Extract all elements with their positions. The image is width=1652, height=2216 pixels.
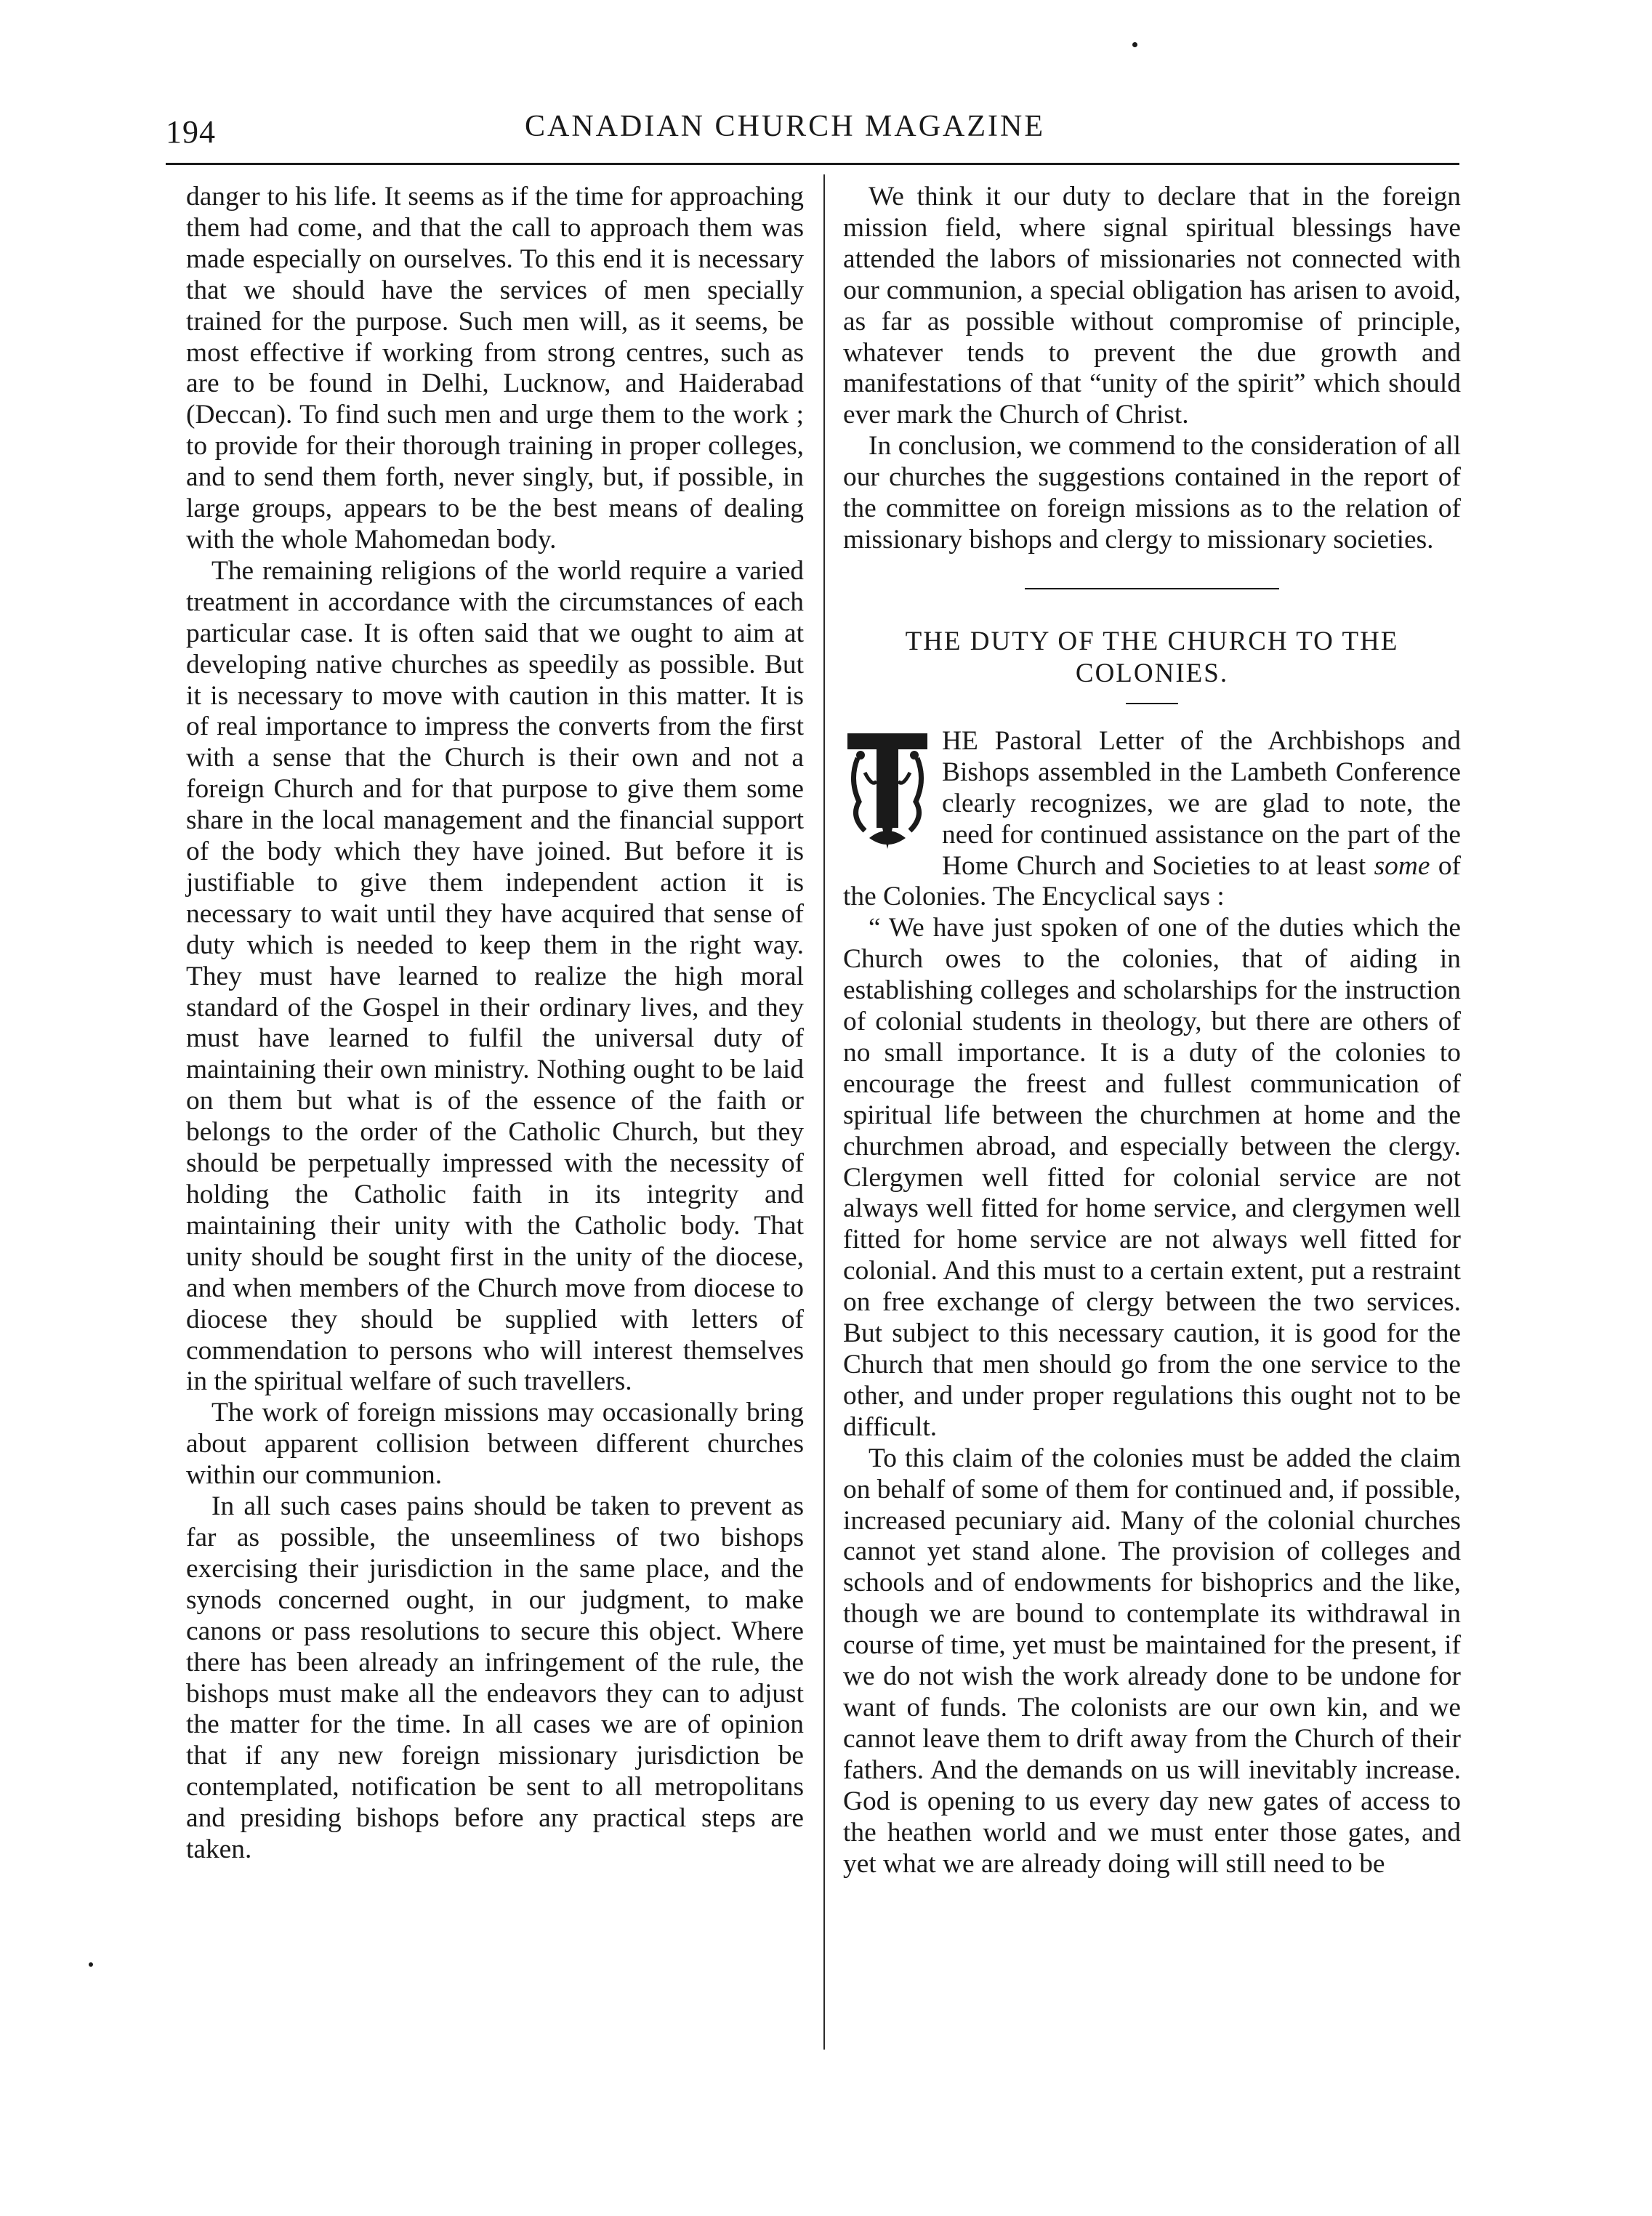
emphasized-word: some xyxy=(1374,850,1430,881)
page-number: 194 xyxy=(166,114,216,150)
title-rule xyxy=(1126,703,1178,704)
section-title: THE DUTY OF THE CHURCH TO THE COLONIES. xyxy=(905,626,1399,688)
ornamental-initial-T-icon xyxy=(843,729,932,854)
header-rule xyxy=(166,163,1459,165)
lead-text: of the Colonies. The Encyclical says : xyxy=(843,850,1462,912)
right-column xyxy=(843,182,1461,1879)
paragraph: The remaining religions of the world require a varied treatment in accordance with the circumstances of each particular case. It is often said that we ought to aim at developing native churches as speedily as possible. But it is necessary to move with caution in this matter. It is of real importance to impress the converts from the first with a sense that the Church is their own and not a foreign Church and for that purpose to give them some share in the local management and the financial support of the body which they have joined. But before it is justifiable to give them independent action it is necessary to wait until they have acquired that sense of duty which is needed to keep them in the right way. They must have learned to realize the high moral standard of the Gospel in their ordinary lives, and they must have learned to fulfil the universal duty of maintaining their own ministry. Nothing ought to be laid on them but what is of the essence of the faith or belongs to the order of the Catholic Church, but they should be perpetually impressed with the necessity of holding the Catholic faith in its integrity and maintaining their unity with the Catholic body. That unity should be sought first in the unity of the diocese, and when members of the Church move from diocese to diocese they should be supplied with letters of commendation to persons who will interest themselves in the spiritual welfare of such travellers. xyxy=(186,555,804,1397)
paragraph: danger to his life. It seems as if the time for approaching them had come, and that the call to approach them was made especially on ourselves. To this end it is necessary that we should have the services of men specially trained for the purpose. Such men will, as it seems, be most effective if working from strong centres, such as are to be found in Delhi, Lucknow, and Haiderabad (Deccan). To find such men and urge them to the work ; to provide for their thorough training in proper colleges, and to send them forth, never singly, but, if possible, in large groups, appears to be the best means of dealing with the whole Mahomedan body. xyxy=(186,182,804,555)
paragraph: “ We have just spoken of one of the duties which the Church owes to the colonies, that of aiding in establishing colleges and scholarships for the instruction of colonial students in theology, but there are others of no small importance. It is a duty of the colonies to encourage the freest and fullest communication of spiritual life between the churchmen at home and the churchmen abroad, and especially between the clergy. Clergymen well fitted for colonial service are not always well fitted for home service, and clergymen well fitted for home service are not always well fitted for colonial. And this must to a certain extent, put a restraint on free exchange of clergy between the two services. But subject to this necessary caution, it is good for the Church that men should go from the one service to the other, and under proper regulations this ought not to be difficult. xyxy=(843,913,1461,1442)
lead-paragraph xyxy=(843,726,1461,913)
paragraph: To this claim of the colonies must be added the claim on behalf of some of them for continued and, if possible, increased pecuniary aid. Many of the colonial churches cannot yet stand alone. The provision of colleges and schools and of endowments for bishoprics and the like, though we are bound to contemplate its withdrawal in course of time, yet must be maintained for the present, if we do not wish the work already done to be undone for want of funds. The colonists are our own kin, and we cannot leave them to drift away from the Church of their fathers. And the demands on us will inevitably increase. God is opening to us every day new gates of access to the heathen world and we must enter those gates, and yet what we are already doing will still need to be xyxy=(843,1443,1461,1879)
paragraph: In all such cases pains should be taken to prevent as far as possible, the unseemliness of two bishops exercising their jurisdiction in the same place, and the synods concerned ought, in our judgment, to make canons or pass resolutions to secure this object. Where there has been already an infringement of the rule, the bishops must make all the endeavors they can to adjust the matter for the time. In all cases we are of opinion that if any new foreign missionary jurisdiction be contemplated, notification be sent to all metropolitans and presiding bishops before any practical steps are taken. xyxy=(186,1491,804,1865)
stray-mark xyxy=(1132,42,1137,47)
running-title: CANADIAN CHURCH MAGAZINE xyxy=(525,110,1045,143)
stray-mark xyxy=(89,1962,93,1967)
paragraph: We think it our duty to declare that in the foreign mission field, where signal spiritual blessings have attended the labors of missionaries not connected with our communion, a special obligation has arisen to avoid, as far as possible without compromise of principle, whatever tends to prevent the due growth and manifestations of that “unity of the spirit” which should ever mark the Church of Christ. xyxy=(843,182,1461,430)
lead-text: HE Pastoral Letter of the Archbishops and Bishops assembled in the Lambeth Conference clearly recognizes, we are glad to note, the need for continued assistance on the part of the Home Church and Societies to at least xyxy=(942,725,1461,881)
left-column xyxy=(186,182,804,1866)
column-divider xyxy=(823,174,825,2050)
section-divider xyxy=(1025,588,1279,589)
paragraph: The work of foreign missions may occasionally bring about apparent collision between different churches within our communion. xyxy=(186,1398,804,1491)
paragraph: In conclusion, we commend to the consideration of all our churches the suggestions contained in the report of the committee on foreign missions as to the relation of missionary bishops and clergy to missionary societies. xyxy=(843,431,1461,555)
